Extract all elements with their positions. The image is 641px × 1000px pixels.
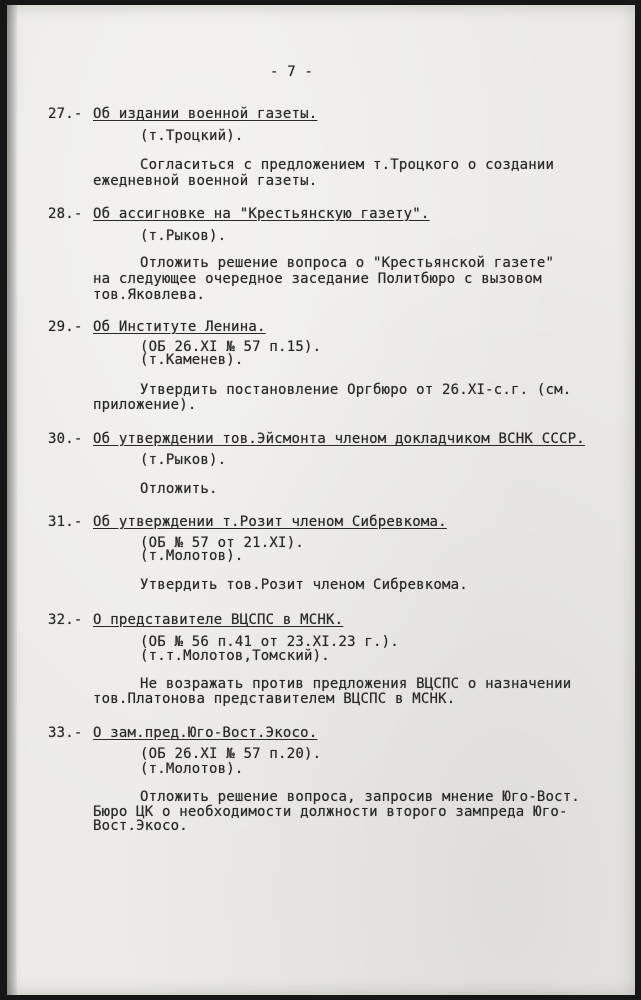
item-33-decision-1: Отложить решение вопроса, запросив мнение Юго-Вост.: [140, 789, 581, 805]
page-binding-shadow: [7, 5, 17, 995]
item-33-ref-2: (т.Молотов).: [140, 761, 244, 777]
item-27-ref-1: (т.Троцкий).: [140, 128, 244, 144]
item-32-title: О представителе ВЦСПС в МСНК.: [93, 612, 344, 628]
item-29-decision-1: Утвердить постановление Оргбюро от 26.XI-с.г. (см.: [140, 382, 572, 398]
item-31-title: Об утверждении т.Розит членом Сибревкома.: [93, 514, 447, 530]
item-30-decision-1: Отложить.: [140, 481, 218, 497]
item-28-ref-1: (т.Рыков).: [140, 228, 227, 244]
page-number: - 7 -: [270, 64, 314, 80]
item-33-number: 33.-: [48, 725, 83, 741]
item-31-number: 31.-: [48, 514, 83, 530]
item-28-decision-3: тов.Яковлева.: [93, 287, 206, 303]
item-29-number: 29.-: [48, 319, 83, 335]
item-33-ref-1: (ОБ 26.XI № 57 п.20).: [140, 746, 322, 762]
item-29-title: Об Институте Ленина.: [93, 319, 266, 335]
item-33-decision-2: Бюро ЦК о необходимости должности второго зампреда Юго-: [93, 804, 568, 820]
item-33-decision-3: Вост.Экосо.: [93, 818, 188, 834]
item-27-title: Об издании военной газеты.: [93, 106, 318, 122]
item-32-decision-1: Не возражать против предложения ВЦСПС о назначении: [140, 676, 572, 692]
item-27-decision-1: Согласиться с предложением т.Троцкого о создании: [140, 157, 555, 173]
document-page: [7, 5, 635, 995]
item-28-decision-1: Отложить решение вопроса о "Крестьянской газете": [140, 255, 555, 271]
item-28-title: Об ассигновке на "Крестьянскую газету".: [93, 206, 430, 222]
item-28-decision-2: на следующее очередное заседание Политбюро с вызовом: [93, 271, 542, 287]
item-33-title: О зам.пред.Юго-Вост.Экосо.: [93, 725, 318, 741]
item-28-number: 28.-: [48, 206, 83, 222]
item-32-ref-2: (т.т.Молотов,Томский).: [140, 648, 330, 664]
item-31-ref-2: (т.Молотов).: [140, 548, 244, 564]
item-30-title: Об утверждении тов.Эйсмонта членом докладчиком ВСНК СССР.: [93, 431, 585, 447]
item-27-decision-2: ежедневной военной газеты.: [93, 173, 318, 189]
item-29-ref-2: (т.Каменев).: [140, 352, 244, 368]
item-32-number: 32.-: [48, 612, 83, 628]
item-29-decision-2: приложение).: [93, 397, 197, 413]
item-31-decision-1: Утвердить тов.Розит членом Сибревкома.: [140, 577, 468, 593]
item-31-ref-1: (ОБ № 57 от 21.XI).: [140, 535, 304, 551]
item-30-ref-1: (т.Рыков).: [140, 452, 227, 468]
item-30-number: 30.-: [48, 431, 83, 447]
item-27-number: 27.-: [48, 106, 83, 122]
item-29-ref-1: (ОБ 26.XI № 57 п.15).: [140, 339, 322, 355]
item-32-ref-1: (ОБ № 56 п.41 от 23.XI.23 г.).: [140, 634, 399, 650]
item-32-decision-2: тов.Платонова представителем ВЦСПС в МСНК.: [93, 691, 456, 707]
